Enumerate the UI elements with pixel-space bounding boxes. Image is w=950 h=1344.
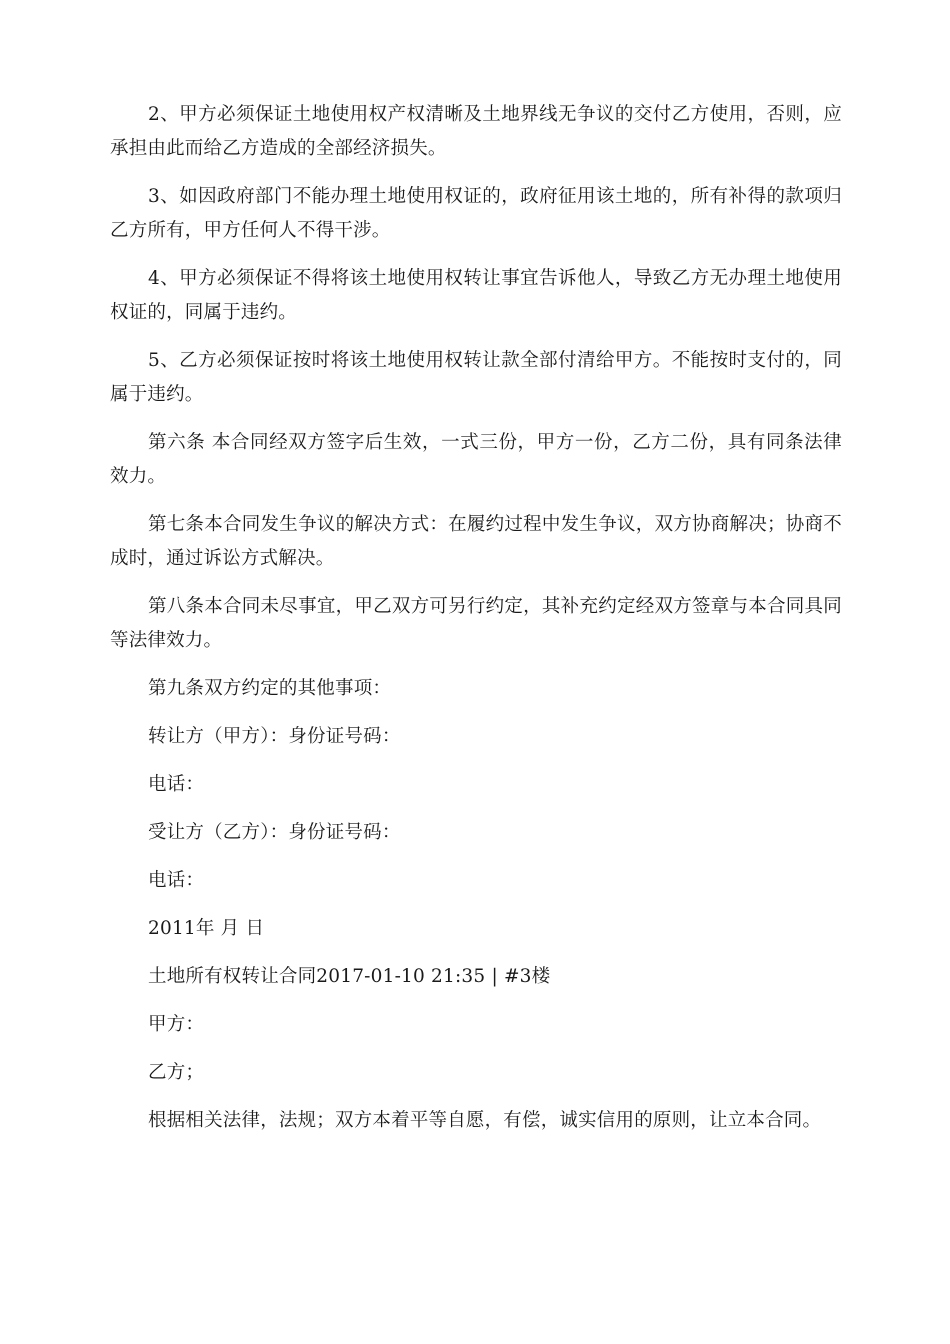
preamble-paragraph: 根据相关法律，法规；双方本着平等自愿，有偿，诚实信用的原则，让立本合同。	[148, 1110, 822, 1131]
transferor-line: 转让方（甲方）：身份证号码：	[148, 726, 401, 747]
article-6-paragraph: 第六条 本合同经双方签字后生效，一式三份，甲方一份，乙方二份，具有同条法律效力。	[110, 432, 842, 487]
clause-2-paragraph: 2、甲方必须保证土地使用权产权清晰及土地界线无争议的交付乙方使用，否则，应承担由此而给乙方造成的全部经济损失。	[110, 104, 842, 159]
transferee-line: 受让方（乙方）：身份证号码：	[148, 822, 401, 843]
section-heading-line: 土地所有权转让合同2017-01-10 21:35 | #3楼	[148, 966, 551, 987]
clause-5-paragraph: 5、乙方必须保证按时将该土地使用权转让款全部付清给甲方。不能按时支付的，同属于违约。	[110, 350, 842, 405]
party-b-line: 乙方；	[148, 1062, 205, 1083]
clause-4-paragraph: 4、甲方必须保证不得将该土地使用权转让事宜告诉他人，导致乙方无办理土地使用权证的，同属于违约。	[110, 268, 842, 323]
article-9-paragraph: 第九条双方约定的其他事项：	[148, 678, 392, 699]
article-8-paragraph: 第八条本合同未尽事宜，甲乙双方可另行约定，其补充约定经双方签章与本合同具同等法律效力。	[110, 596, 842, 651]
transferor-phone-line: 电话：	[148, 774, 205, 795]
date-line: 2011年 月 日	[148, 918, 265, 939]
party-a-line: 甲方：	[148, 1014, 205, 1035]
article-7-paragraph: 第七条本合同发生争议的解决方式：在履约过程中发生争议，双方协商解决；协商不成时，通过诉讼方式解决。	[110, 514, 842, 569]
transferee-phone-line: 电话：	[148, 870, 205, 891]
clause-3-paragraph: 3、如因政府部门不能办理土地使用权证的，政府征用该土地的，所有补得的款项归乙方所有，甲方任何人不得干涉。	[110, 186, 842, 241]
document-page	[110, 98, 842, 1152]
